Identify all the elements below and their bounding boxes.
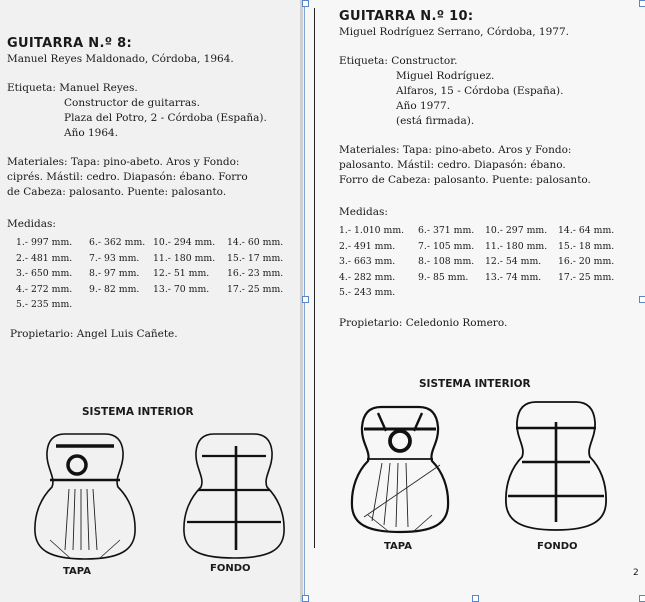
left-label-line: Plaza del Potro, 2 - Córdoba (España). bbox=[64, 112, 267, 124]
gutter-rule bbox=[314, 8, 315, 548]
right-label-line: Año 1977. bbox=[396, 100, 451, 112]
left-owner: Propietario: Angel Luis Cañete. bbox=[10, 328, 178, 340]
measure-item: 8.- 97 mm. bbox=[89, 268, 140, 279]
right-tapa-diagram bbox=[348, 405, 452, 535]
measure-item: 15.- 17 mm. bbox=[227, 253, 284, 264]
measure-item: 6.- 362 mm. bbox=[89, 237, 146, 248]
measure-item: 14.- 60 mm. bbox=[227, 237, 284, 248]
right-system-title: SISTEMA INTERIOR bbox=[419, 378, 531, 390]
measure-item: 6.- 371 mm. bbox=[418, 225, 475, 236]
left-materials-line: de Cabeza: palosanto. Puente: palosanto. bbox=[7, 186, 227, 198]
measure-item: 11.- 180 mm. bbox=[485, 241, 548, 252]
measure-item: 5.- 243 mm. bbox=[339, 287, 396, 298]
right-maker: Miguel Rodríguez Serrano, Córdoba, 1977. bbox=[339, 26, 569, 38]
measure-item: 17.- 25 mm. bbox=[227, 284, 284, 295]
measure-item: 1.- 1.010 mm. bbox=[339, 225, 405, 236]
measure-item: 9.- 82 mm. bbox=[89, 284, 140, 295]
right-label-line: (está firmada). bbox=[396, 115, 475, 127]
measure-item: 2.- 491 mm. bbox=[339, 241, 396, 252]
right-fondo-diagram bbox=[502, 400, 610, 533]
left-tapa-label: TAPA bbox=[63, 566, 91, 577]
left-system-title: SISTEMA INTERIOR bbox=[82, 406, 194, 418]
measure-item: 10.- 297 mm. bbox=[485, 225, 548, 236]
right-guitar-title: GUITARRA N.º 10: bbox=[339, 9, 474, 24]
left-page bbox=[0, 0, 304, 602]
left-fondo-label: FONDO bbox=[210, 563, 251, 574]
selection-handle[interactable] bbox=[639, 0, 645, 7]
measure-item: 3.- 650 mm. bbox=[16, 268, 73, 279]
left-materials-line: Materiales: Tapa: pino-abeto. Aros y Fondo: bbox=[7, 156, 240, 168]
right-materials-line: palosanto. Mástil: cedro. Diapasón: ébano. bbox=[339, 159, 566, 171]
measure-item: 16.- 20 mm. bbox=[558, 256, 615, 267]
measure-item: 14.- 64 mm. bbox=[558, 225, 615, 236]
measure-item: 7.- 93 mm. bbox=[89, 253, 140, 264]
selection-handle[interactable] bbox=[302, 595, 309, 602]
measure-item: 11.- 180 mm. bbox=[153, 253, 216, 264]
left-guitar-title: GUITARRA N.º 8: bbox=[7, 36, 133, 51]
measure-item: 9.- 85 mm. bbox=[418, 272, 469, 283]
measure-item: 16.- 23 mm. bbox=[227, 268, 284, 279]
right-materials-line: Forro de Cabeza: palosanto. Puente: palosanto. bbox=[339, 174, 591, 186]
measure-item: 10.- 294 mm. bbox=[153, 237, 216, 248]
left-tapa-diagram bbox=[30, 432, 140, 562]
selection-handle[interactable] bbox=[472, 595, 479, 602]
right-measures-title: Medidas: bbox=[339, 206, 388, 218]
right-label-line: Miguel Rodríguez. bbox=[396, 70, 495, 82]
selection-handle[interactable] bbox=[302, 0, 309, 7]
right-page bbox=[304, 0, 645, 602]
left-label-line: Constructor de guitarras. bbox=[64, 97, 200, 109]
measure-item: 13.- 70 mm. bbox=[153, 284, 210, 295]
measure-item: 8.- 108 mm. bbox=[418, 256, 475, 267]
measure-item: 4.- 282 mm. bbox=[339, 272, 396, 283]
page-number: 2 bbox=[633, 568, 639, 578]
right-fondo-label: FONDO bbox=[537, 541, 578, 552]
right-owner: Propietario: Celedonio Romero. bbox=[339, 317, 508, 329]
measure-item: 2.- 481 mm. bbox=[16, 253, 73, 264]
measure-item: 3.- 663 mm. bbox=[339, 256, 396, 267]
left-label-line: Año 1964. bbox=[64, 127, 119, 139]
right-label-line: Etiqueta: Constructor. bbox=[339, 55, 458, 67]
left-materials-line: ciprés. Mástil: cedro. Diapasón: ébano. Forro bbox=[7, 171, 248, 183]
measure-item: 12.- 51 mm. bbox=[153, 268, 210, 279]
right-label-line: Alfaros, 15 - Córdoba (España). bbox=[396, 85, 564, 97]
left-measures-title: Medidas: bbox=[7, 218, 56, 230]
measure-item: 12.- 54 mm. bbox=[485, 256, 542, 267]
right-tapa-label: TAPA bbox=[384, 541, 412, 552]
selection-handle[interactable] bbox=[639, 296, 645, 303]
measure-item: 5.- 235 mm. bbox=[16, 299, 73, 310]
measure-item: 7.- 105 mm. bbox=[418, 241, 475, 252]
measure-item: 15.- 18 mm. bbox=[558, 241, 615, 252]
measure-item: 17.- 25 mm. bbox=[558, 272, 615, 283]
selection-handle[interactable] bbox=[302, 296, 309, 303]
selection-handle[interactable] bbox=[639, 595, 645, 602]
left-maker: Manuel Reyes Maldonado, Córdoba, 1964. bbox=[7, 53, 234, 65]
measure-item: 13.- 74 mm. bbox=[485, 272, 542, 283]
left-fondo-diagram bbox=[180, 432, 288, 560]
measure-item: 1.- 997 mm. bbox=[16, 237, 73, 248]
right-materials-line: Materiales: Tapa: pino-abeto. Aros y Fondo: bbox=[339, 144, 572, 156]
measure-item: 4.- 272 mm. bbox=[16, 284, 73, 295]
left-label-line: Etiqueta: Manuel Reyes. bbox=[7, 82, 138, 94]
